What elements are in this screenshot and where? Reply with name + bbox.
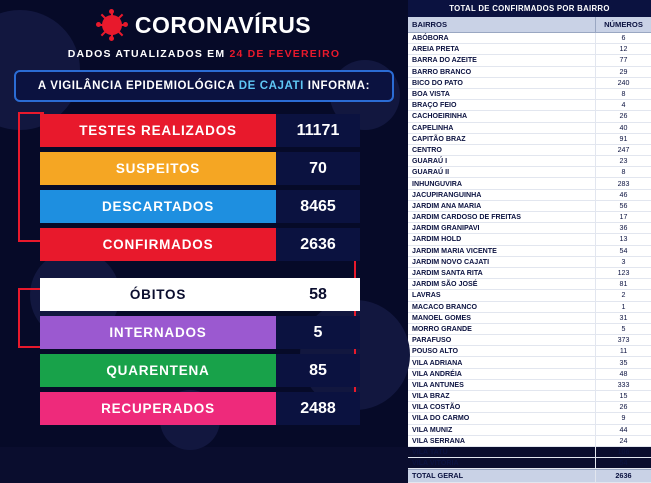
table-row bbox=[408, 324, 651, 335]
cell-bairro: VILA ANDRÉIA bbox=[412, 369, 462, 378]
cell-bairro: GUARAÚ II bbox=[412, 168, 450, 177]
stat-row-descartados bbox=[40, 190, 360, 223]
stat-value: 70 bbox=[276, 152, 360, 185]
cell-numero: 6 bbox=[595, 33, 651, 43]
cell-numero: 36 bbox=[595, 223, 651, 233]
cell-bairro: BARRA DO AZEITE bbox=[412, 56, 477, 65]
table-row bbox=[408, 268, 651, 279]
stat-label: TESTES REALIZADOS bbox=[40, 114, 276, 147]
column-header-numeros: NÚMEROS bbox=[595, 17, 651, 32]
cell-numero: 44 bbox=[595, 425, 651, 435]
stat-row-quarentena bbox=[40, 354, 360, 387]
cell-numero: 29 bbox=[595, 67, 651, 77]
table-row bbox=[408, 335, 651, 346]
cell-numero: 8 bbox=[595, 89, 651, 99]
banner-prefix: A VIGILÂNCIA EPIDEMIOLÓGICA bbox=[37, 80, 239, 92]
table-row bbox=[408, 425, 651, 436]
cell-bairro: VILA ANTUNES bbox=[412, 380, 464, 389]
stat-row-internados bbox=[40, 316, 360, 349]
stats-list bbox=[0, 114, 408, 425]
table-row bbox=[408, 67, 651, 78]
table-total-row bbox=[408, 469, 651, 482]
column-header-bairros: BAIRROS bbox=[412, 20, 448, 29]
cell-bairro: CAPITÃO BRAZ bbox=[412, 134, 466, 143]
cell-bairro: MACACO BRANCO bbox=[412, 302, 478, 311]
cell-bairro: BOA VISTA bbox=[412, 90, 450, 99]
cell-numero: 35 bbox=[595, 357, 651, 367]
table-row bbox=[408, 436, 651, 447]
cell-numero: 26 bbox=[595, 111, 651, 121]
stat-row-confirmados bbox=[40, 228, 360, 261]
cell-numero: 9 bbox=[595, 413, 651, 423]
authority-banner bbox=[14, 70, 394, 102]
stat-label: RECUPERADOS bbox=[40, 392, 276, 425]
table-body bbox=[408, 33, 651, 483]
cell-numero: 283 bbox=[595, 178, 651, 188]
cell-bairro: GUARAÚ I bbox=[412, 157, 448, 166]
table-row bbox=[408, 145, 651, 156]
cell-bairro: VILA TATU bbox=[412, 448, 448, 457]
cell-numero: 77 bbox=[595, 55, 651, 65]
cell-numero: 13 bbox=[595, 234, 651, 244]
cell-numero: 11 bbox=[595, 346, 651, 356]
cell-bairro: MORRO GRANDE bbox=[412, 324, 472, 333]
stat-value: 2488 bbox=[276, 392, 360, 425]
cell-bairro: VILA VITÓRIA bbox=[412, 459, 459, 468]
cell-numero: 91 bbox=[595, 134, 651, 144]
table-row bbox=[408, 190, 651, 201]
stat-row-suspeitos bbox=[40, 152, 360, 185]
table-row bbox=[408, 111, 651, 122]
cell-bairro: CACHOEIRINHA bbox=[412, 112, 468, 121]
stat-row-recuperados bbox=[40, 392, 360, 425]
cell-numero: 4 bbox=[595, 100, 651, 110]
banner-suffix: INFORMA: bbox=[307, 80, 371, 92]
table-row bbox=[408, 402, 651, 413]
stat-label: INTERNADOS bbox=[40, 316, 276, 349]
table-row bbox=[408, 234, 651, 245]
cell-numero: 56 bbox=[595, 201, 651, 211]
update-date bbox=[0, 48, 408, 60]
stat-label: QUARENTENA bbox=[40, 354, 276, 387]
update-date-prefix: DADOS ATUALIZADOS EM bbox=[67, 48, 230, 60]
table-row bbox=[408, 156, 651, 167]
cell-bairro: ABÓBORA bbox=[412, 34, 449, 43]
table-row bbox=[408, 55, 651, 66]
table-row bbox=[408, 212, 651, 223]
table-row bbox=[408, 257, 651, 268]
cell-numero: 2 bbox=[595, 290, 651, 300]
cell-bairro: INHUNGUVIRA bbox=[412, 179, 463, 188]
table-row bbox=[408, 246, 651, 257]
stat-value: 2636 bbox=[276, 228, 360, 261]
cell-total-label: TOTAL GERAL bbox=[412, 471, 464, 481]
page-title: CORONAVÍRUS bbox=[134, 11, 312, 38]
cell-bairro: AREIA PRETA bbox=[412, 45, 460, 54]
stat-label: CONFIRMADOS bbox=[40, 228, 276, 261]
cell-bairro: JARDIM SÃO JOSÉ bbox=[412, 280, 478, 289]
cell-bairro: BARRO BRANCO bbox=[412, 67, 472, 76]
table-row bbox=[408, 223, 651, 234]
cell-numero: 23 bbox=[595, 156, 651, 166]
stat-value: 5 bbox=[276, 316, 360, 349]
cell-numero: 1 bbox=[595, 302, 651, 312]
table-row bbox=[408, 100, 651, 111]
table-title: TOTAL DE CONFIRMADOS POR BAIRRO bbox=[408, 0, 651, 17]
table-row bbox=[408, 279, 651, 290]
cell-numero: 17 bbox=[595, 212, 651, 222]
cell-bairro: VILA SERRANA bbox=[412, 436, 465, 445]
cell-numero: 12 bbox=[595, 44, 651, 54]
table-row bbox=[408, 413, 651, 424]
update-date-value: 24 DE FEVEREIRO bbox=[229, 48, 341, 60]
table-row bbox=[408, 123, 651, 134]
spacer bbox=[0, 266, 408, 278]
cell-numero: 31 bbox=[595, 313, 651, 323]
header bbox=[0, 0, 408, 60]
title-row bbox=[0, 10, 408, 40]
cell-numero: 54 bbox=[595, 246, 651, 256]
neighborhood-table-panel bbox=[408, 0, 651, 481]
coronavirus-icon bbox=[97, 10, 127, 40]
cell-bairro: POUSO ALTO bbox=[412, 347, 458, 356]
cell-numero: 247 bbox=[595, 145, 651, 155]
cell-numero: 123 bbox=[595, 268, 651, 278]
table-row bbox=[408, 33, 651, 44]
table-row bbox=[408, 391, 651, 402]
table-row bbox=[408, 302, 651, 313]
cell-numero: 40 bbox=[595, 123, 651, 133]
cell-numero: 8 bbox=[595, 167, 651, 177]
table-row bbox=[408, 167, 651, 178]
table-row bbox=[408, 369, 651, 380]
cell-numero: 240 bbox=[595, 78, 651, 88]
banner-city: DE CAJATI bbox=[238, 80, 308, 92]
cell-numero: 5 bbox=[595, 324, 651, 334]
cell-bairro: JARDIM HOLD bbox=[412, 235, 462, 244]
cell-numero: 333 bbox=[595, 380, 651, 390]
cell-bairro: BRAÇO FEIO bbox=[412, 101, 457, 110]
cell-numero: 81 bbox=[595, 279, 651, 289]
cell-bairro: BICO DO PATO bbox=[412, 78, 463, 87]
cell-bairro: MANOEL GOMES bbox=[412, 313, 471, 322]
cell-numero: 373 bbox=[595, 335, 651, 345]
stat-value: 8465 bbox=[276, 190, 360, 223]
cell-numero: 26 bbox=[595, 402, 651, 412]
table-row bbox=[408, 44, 651, 55]
stat-value: 85 bbox=[276, 354, 360, 387]
cell-bairro: JARDIM NOVO CAJATI bbox=[412, 257, 490, 266]
cell-bairro: JARDIM CARDOSO DE FREITAS bbox=[412, 213, 522, 222]
cell-bairro: LAVRAS bbox=[412, 291, 441, 300]
table-row bbox=[408, 89, 651, 100]
table-row bbox=[408, 134, 651, 145]
cell-bairro: JARDIM GRANIPAVI bbox=[412, 224, 480, 233]
table-row bbox=[408, 78, 651, 89]
table-row bbox=[408, 447, 651, 458]
cell-bairro: JARDIM ANA MARIA bbox=[412, 201, 482, 210]
cell-numero: 15 bbox=[595, 391, 651, 401]
table-row bbox=[408, 201, 651, 212]
cell-bairro: CAPELINHA bbox=[412, 123, 454, 132]
stat-value: 58 bbox=[276, 278, 360, 311]
stat-label: DESCARTADOS bbox=[40, 190, 276, 223]
cell-numero: 54 bbox=[595, 458, 651, 468]
cell-bairro: VILA DO CARMO bbox=[412, 414, 470, 423]
table-header bbox=[408, 17, 651, 33]
cell-numero: 24 bbox=[595, 436, 651, 446]
table-row bbox=[408, 346, 651, 357]
table-row bbox=[408, 357, 651, 368]
cell-numero: 3 bbox=[595, 257, 651, 267]
stat-value: 11171 bbox=[276, 114, 360, 147]
cell-bairro: JARDIM MARIA VICENTE bbox=[412, 246, 497, 255]
cell-total-value: 2636 bbox=[595, 470, 651, 481]
cell-numero: 46 bbox=[595, 190, 651, 200]
table-row bbox=[408, 313, 651, 324]
stat-label: SUSPEITOS bbox=[40, 152, 276, 185]
table-row bbox=[408, 290, 651, 301]
stat-row-obitos bbox=[40, 278, 360, 311]
cell-bairro: VILA BRAZ bbox=[412, 392, 450, 401]
cell-numero: 48 bbox=[595, 369, 651, 379]
cell-numero: 106 bbox=[595, 447, 651, 457]
cell-bairro: JACUPIRANGUINHA bbox=[412, 190, 482, 199]
cell-bairro: PARAFUSO bbox=[412, 336, 452, 345]
stat-label: ÓBITOS bbox=[40, 278, 276, 311]
cell-bairro: JARDIM SANTA RITA bbox=[412, 269, 483, 278]
cell-bairro: CENTRO bbox=[412, 145, 442, 154]
table-row bbox=[408, 380, 651, 391]
cell-bairro: VILA COSTÃO bbox=[412, 403, 461, 412]
table-row bbox=[408, 458, 651, 469]
stat-row-testes bbox=[40, 114, 360, 147]
cell-bairro: VILA MUNIZ bbox=[412, 425, 453, 434]
table-row bbox=[408, 178, 651, 189]
cell-bairro: VILA ADRIANA bbox=[412, 358, 463, 367]
